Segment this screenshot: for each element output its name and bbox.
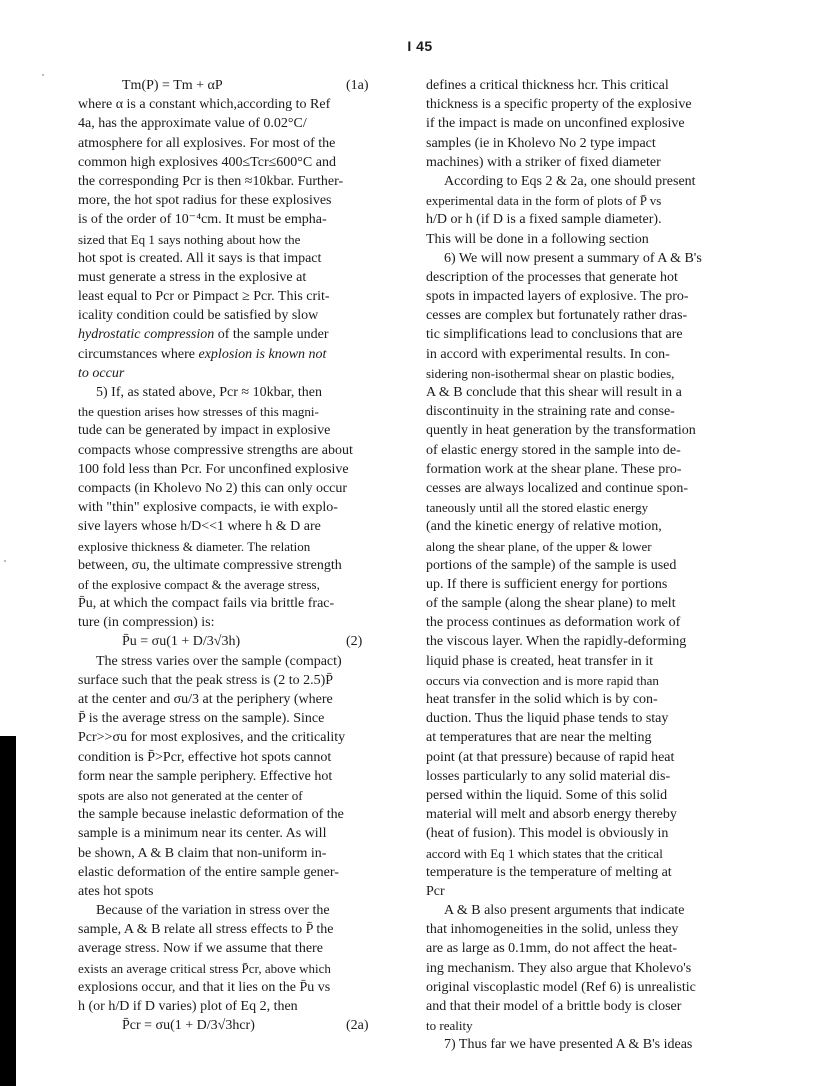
text-line: sive layers whose h/D<<1 where h & D are: [78, 519, 321, 535]
text-line: quently in heat generation by the transformation: [426, 423, 696, 439]
text-line: the corresponding Pcr is then ≈10kbar. Further-: [78, 173, 344, 189]
text-line: A & B conclude that this shear will result in a: [426, 385, 682, 400]
text-line: This will be done in a following section: [426, 231, 649, 247]
italic-phrase: hydrostatic compression: [78, 327, 215, 343]
text-line: P̄ is the average stress on the sample). Since: [78, 711, 325, 727]
text-line: According to Eqs 2 & 2a, one should present: [444, 173, 696, 189]
text-phrase: of the sample under: [214, 327, 329, 343]
text-line: and that their model of a brittle body is closer: [426, 999, 682, 1014]
text-line: are as large as 0.1mm, do not affect the heat-: [426, 941, 677, 957]
text-line: more, the hot spot radius for these explosives: [78, 193, 332, 209]
text-line: the viscous layer. When the rapidly-deforming: [426, 634, 687, 650]
text-line: temperature is the temperature of melting at: [426, 864, 672, 880]
text-line: to reality: [426, 1018, 473, 1034]
text-line: condition is P̄>Pcr, effective hot spots cannot: [78, 749, 332, 765]
text-line: A & B also present arguments that indicate: [444, 903, 685, 919]
text-line: average stress. Now if we assume that there: [78, 941, 323, 957]
text-line: Pcr: [426, 883, 445, 899]
text-line: where α is a constant which,according to Ref: [78, 97, 331, 113]
text-line: explosions occur, and that it lies on the P̄u vs: [78, 979, 331, 995]
text-line: between, σu, the ultimate compressive strength: [78, 557, 342, 573]
text-line: at temperatures that are near the melting: [426, 730, 652, 746]
text-line: 4a, has the approximate value of 0.02°C/: [78, 116, 307, 132]
text-line: tude can be generated by impact in explosive: [78, 423, 331, 439]
text-line: up. If there is sufficient energy for portions: [426, 576, 668, 592]
left-column: [78, 76, 374, 1035]
text-line: [78, 345, 374, 364]
text-line: [78, 325, 374, 344]
equation-formula: P̄cr = σu(1 + D/3√3hcr): [122, 1018, 255, 1034]
text-line: of the sample (along the shear plane) to melt: [426, 596, 676, 612]
scan-speck: [4, 560, 6, 562]
text-line: if the impact is made on unconfined explosive: [426, 116, 685, 132]
equation-number: (2): [346, 634, 363, 650]
text-line: (heat of fusion). This model is obviously in: [426, 826, 669, 842]
text-line: [78, 364, 374, 383]
text-line: sample is a minimum near its center. As will: [78, 826, 327, 842]
text-line: tic simplifications lead to conclusions that are: [426, 327, 683, 343]
text-line: 5) If, as stated above, Pcr ≈ 10kbar, then: [96, 385, 322, 400]
text-phrase: circumstances where: [78, 346, 199, 362]
text-line: be shown, A & B claim that non-uniform in-: [78, 845, 327, 861]
equation-number: (2a): [346, 1018, 369, 1034]
text-line: compacts (in Kholevo No 2) this can only occur: [78, 480, 348, 496]
text-line: liquid phase is created, heat transfer in it: [426, 653, 654, 669]
text-line: thickness is a specific property of the explosive: [426, 97, 692, 113]
text-line: cesses are complex but fortunately rather dras-: [426, 308, 688, 324]
right-column: [426, 76, 742, 1055]
text-line: taneously until all the stored elastic energy: [426, 500, 649, 516]
text-line: 6) We will now present a summary of A & B's: [444, 250, 702, 266]
scan-speck: [42, 74, 44, 76]
text-line: the question arises how stresses of this magni-: [78, 404, 319, 420]
text-line: hot spot is created. All it says is that impact: [78, 250, 322, 266]
text-line: defines a critical thickness hcr. This critical: [426, 78, 669, 93]
text-line: sample, A & B relate all stress effects to P̄ the: [78, 922, 334, 938]
text-line: The stress varies over the sample (compact): [96, 653, 342, 669]
text-line: surface such that the peak stress is (2 to 2.5)P̄: [78, 672, 334, 688]
text-line: P̄u, at which the compact fails via brittle frac-: [78, 596, 335, 612]
text-line: sidering non-isothermal shear on plastic bodies,: [426, 365, 675, 381]
text-line: icality condition could be satisfied by slow: [78, 308, 319, 324]
text-line: (and the kinetic energy of relative motion,: [426, 519, 662, 535]
text-line: discontinuity in the straining rate and conse-: [426, 404, 675, 420]
text-line: portions of the sample) of the sample is used: [426, 557, 677, 573]
text-line: explosive thickness & diameter. The relation: [78, 538, 311, 554]
text-line: atmosphere for all explosives. For most of the: [78, 135, 336, 151]
text-line: material will melt and absorb energy thereby: [426, 807, 677, 823]
text-line: common high explosives 400≤Tcr≤600°C and: [78, 154, 336, 170]
scan-edge-bar: [0, 736, 16, 1086]
equation-line: [78, 1016, 374, 1035]
text-line: compacts whose compressive strengths are about: [78, 442, 353, 458]
text-line: experimental data in the form of plots of P̄ vs: [426, 193, 662, 209]
text-line: occurs via convection and is more rapid than: [426, 672, 659, 688]
text-line: formation work at the shear plane. These pro-: [426, 461, 682, 477]
text-line: Pcr>>σu for most explosives, and the criticality: [78, 730, 346, 746]
text-line: with "thin" explosive compacts, ie with explo-: [78, 500, 338, 516]
text-line: must generate a stress in the explosive at: [78, 269, 307, 285]
text-line: spots are also not generated at the center of: [78, 787, 303, 803]
text-line: of the explosive compact & the average stress,: [78, 576, 320, 592]
text-line: ture (in compression) is:: [78, 615, 215, 631]
text-line: h/D or h (if D is a fixed sample diameter).: [426, 212, 662, 228]
equation-line: [78, 632, 374, 651]
text-line: description of the processes that generate hot: [426, 269, 678, 285]
equation-formula: Tm(P) = Tm + αP: [122, 78, 223, 93]
text-line: h (or h/D if D varies) plot of Eq 2, then: [78, 999, 298, 1014]
italic-phrase: to occur: [78, 365, 125, 381]
text-line: along the shear plane, of the upper & lower: [426, 538, 652, 554]
text-line: that inhomogeneities in the solid, unless they: [426, 922, 679, 938]
text-line: at the center and σu/3 at the periphery (where: [78, 692, 333, 707]
text-line: 100 fold less than Pcr. For unconfined explosive: [78, 461, 349, 477]
text-line: 7) Thus far we have presented A & B's ideas: [444, 1037, 693, 1053]
italic-phrase: explosion is known not: [198, 346, 327, 362]
text-line: the sample because inelastic deformation of the: [78, 807, 344, 823]
text-line: of elastic energy stored in the sample into de-: [426, 442, 681, 458]
equation-number: (1a): [346, 78, 369, 93]
text-line: form near the sample periphery. Effective hot: [78, 768, 333, 784]
text-line: the process continues as deformation work of: [426, 615, 681, 631]
text-line: is of the order of 10⁻⁴cm. It must be empha-: [78, 212, 327, 228]
text-line: accord with Eq 1 which states that the critical: [426, 845, 663, 861]
text-line: cesses are always localized and continue spon-: [426, 480, 689, 496]
text-line: sized that Eq 1 says nothing about how the: [78, 231, 301, 247]
text-line: exists an average critical stress P̄cr, above which: [78, 960, 331, 976]
text-line: ing mechanism. They also argue that Kholevo's: [426, 960, 692, 976]
text-line: ates hot spots: [78, 883, 154, 899]
text-line: machines) with a striker of fixed diameter: [426, 154, 661, 170]
equation-line: [78, 76, 374, 95]
text-line: Because of the variation in stress over the: [96, 903, 330, 919]
text-line: losses particularly to any solid material dis-: [426, 768, 671, 784]
text-line: heat transfer in the solid which is by con-: [426, 692, 658, 707]
text-line: in accord with experimental results. In con-: [426, 346, 670, 362]
text-line: least equal to Pcr or Pimpact ≥ Pcr. This crit-: [78, 289, 330, 305]
text-line: duction. Thus the liquid phase tends to stay: [426, 711, 669, 727]
page-number: I 45: [407, 38, 433, 54]
text-line: point (at that pressure) because of rapid heat: [426, 749, 675, 765]
text-line: persed within the liquid. Some of this solid: [426, 787, 668, 803]
text-line: spots in impacted layers of explosive. The pro-: [426, 289, 689, 305]
text-line: elastic deformation of the entire sample gener-: [78, 864, 339, 880]
equation-formula: P̄u = σu(1 + D/3√3h): [122, 634, 241, 650]
text-line: samples (ie in Kholevo No 2 type impact: [426, 135, 656, 151]
text-line: original viscoplastic model (Ref 6) is unrealistic: [426, 979, 696, 995]
